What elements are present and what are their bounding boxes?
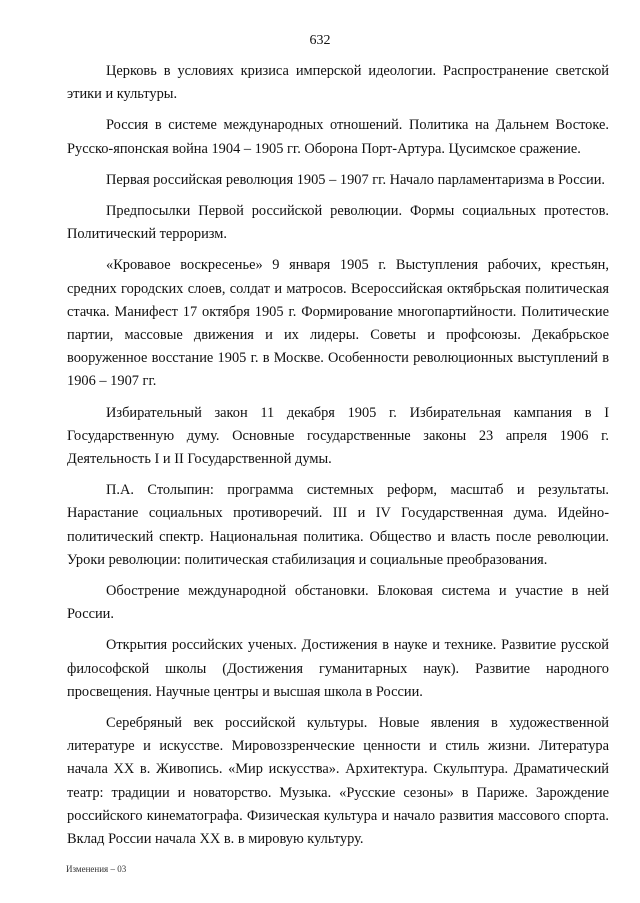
footer-revision-note: Изменения – 03 (66, 864, 127, 874)
paragraph: Открытия российских ученых. Достижения в науке и технике. Развитие русской философской школы (Достижения гуманитарных наук). Развитие народного просвещения. Научные центры и высшая школа в России. (67, 637, 609, 700)
paragraph: П.А. Столыпин: программа системных реформ, масштаб и результаты. Нарастание социальных противоречий. III и IV Государственная дума. Идейно-политический спектр. Национальная политика. Общество и власть после революции. Уроки революции: политическая стабилизация и социальные преобразования. (67, 482, 609, 568)
paragraph: Предпосылки Первой российской революции. Формы социальных протестов. Политический терроризм. (67, 203, 609, 243)
paragraph: Серебряный век российской культуры. Новые явления в художественной литературе и искусстве. Мировоззренческие ценности и стиль жизни. Литература начала XX в. Живопись. «Мир искусства». Архитектура. Скульптура. Драматический театр: традиции и новаторство. Музыка. «Русские сезоны» в Париже. Зарождение российского кинематографа. Физическая культура и начало развития массового спорта. Вклад России начала XX в. в мировую культуру. (67, 715, 609, 848)
paragraph: Избирательный закон 11 декабря 1905 г. Избирательная кампания в I Государственную думу. Основные государственные законы 23 апреля 1906 г. Деятельность I и II Государственной думы. (67, 404, 609, 468)
paragraph: Обострение международной обстановки. Блоковая система и участие в ней России. (67, 583, 609, 623)
paragraph: Первая российская революция 1905 – 1907 гг. Начало парламентаризма в России. (106, 171, 606, 188)
paragraph: Церковь в условиях кризиса имперской идеологии. Распространение светской этики и культуры. (67, 63, 609, 103)
paragraph: «Кровавое воскресенье» 9 января 1905 г. Выступления рабочих, крестьян, средних городских слоев, солдат и матросов. Всероссийская октябрьская политическая стачка. Манифест 17 октября 1905 г. Формирование многопартийности. Политические партии, массовые движения и их лидеры. Советы и профсоюзы. Декабрьское вооруженное восстание 1905 г. в Москве. Особенности революционных выступлений в 1906 – 1907 гг. (67, 257, 609, 390)
paragraph: Россия в системе международных отношений. Политика на Дальнем Востоке. Русско-японская война 1904 – 1905 гг. Оборона Порт-Артура. Цусимское сражение. (67, 117, 609, 157)
page-number: 632 (309, 33, 331, 48)
document-body (67, 60, 609, 859)
